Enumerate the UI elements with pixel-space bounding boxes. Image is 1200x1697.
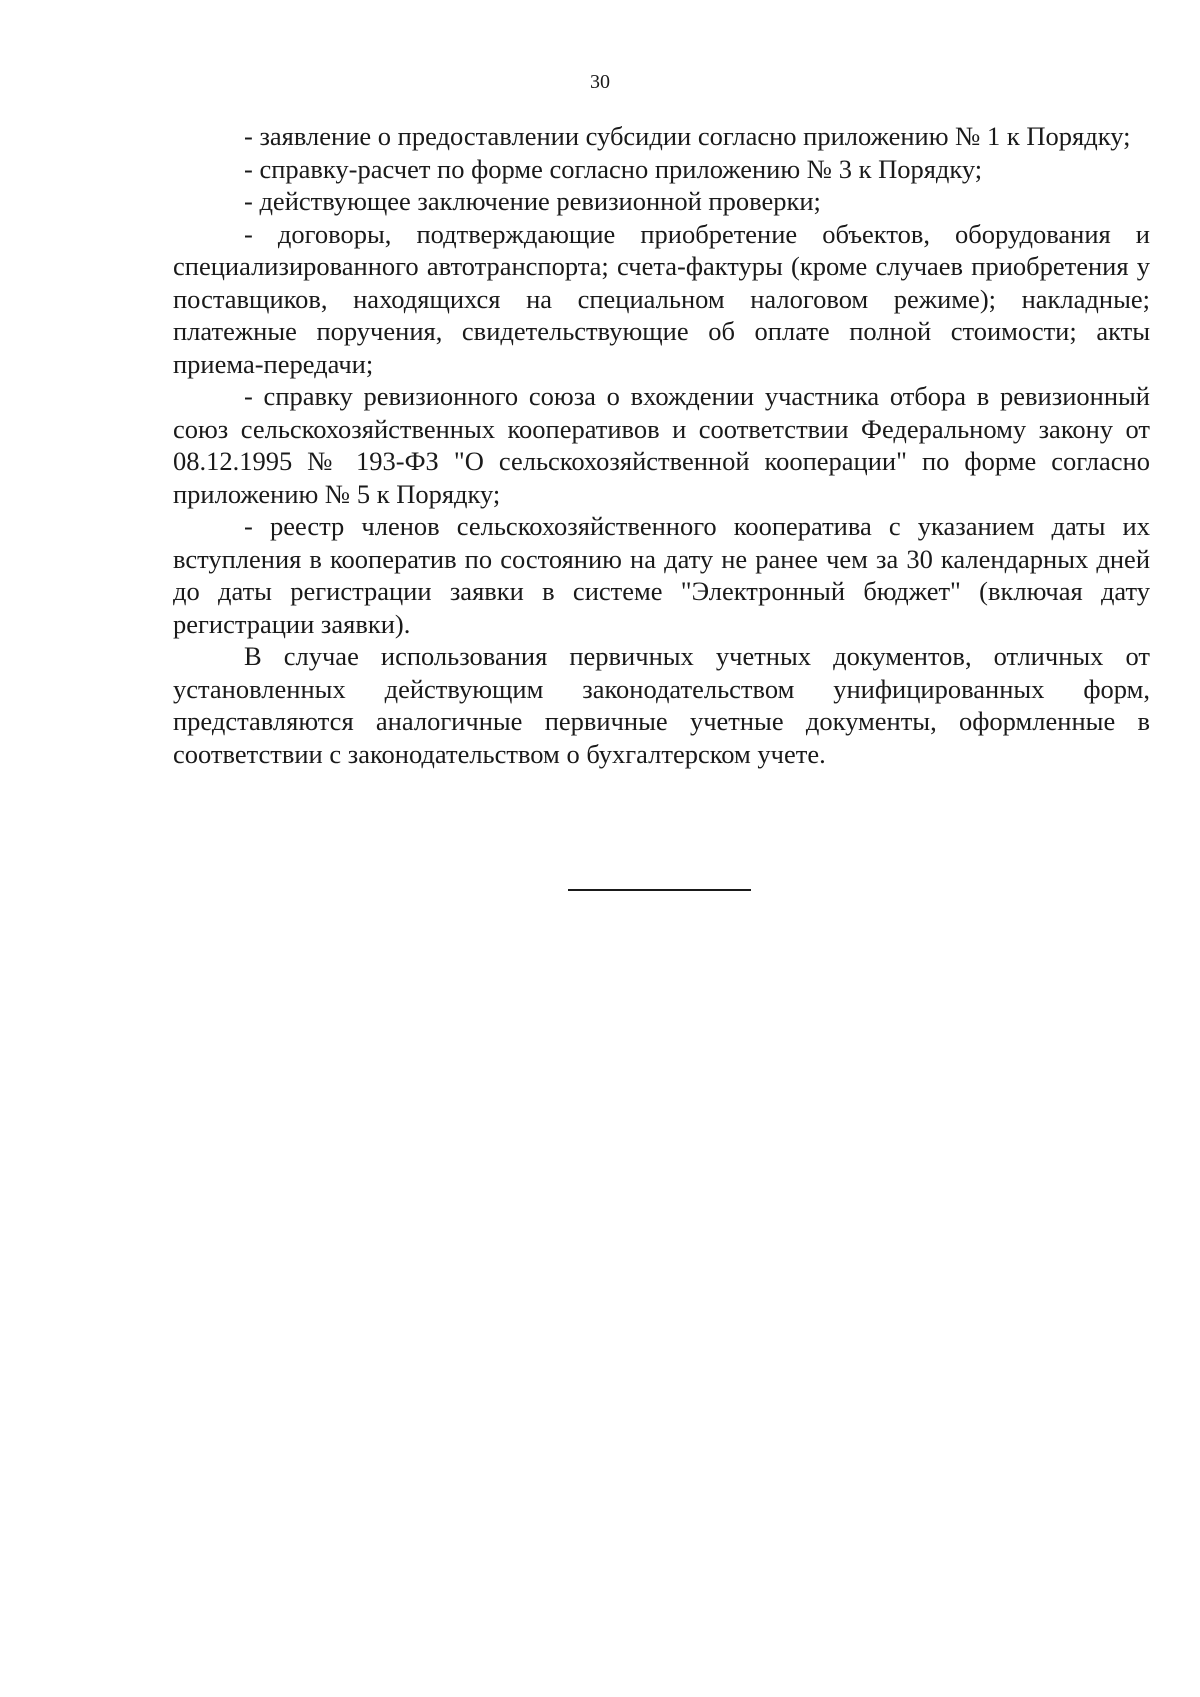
list-item-application: - заявление о предоставлении субсидии согласно приложению № 1 к Порядку; — [244, 121, 1131, 151]
list-item-audit-conclusion: - действующее заключение ревизионной проверки; — [244, 186, 821, 216]
list-item-audit-union-certificate: - справку ревизионного союза о вхождении участника отбора в ревизионный союз сельскохозяйственных кооперативов и соответствии Федеральному закону от 08.12.1995 № 193-ФЗ "О сельскохозяйственной кооперации" по форме согласно приложению № 5 к Порядку; — [173, 381, 1150, 509]
document-body — [173, 120, 1150, 770]
list-item-members-register: - реестр членов сельскохозяйственного кооператива с указанием даты их вступления в кооператив по состоянию на дату не ранее чем за 30 календарных дней до даты регистрации заявки в системе "Электронный бюджет" (включая дату регистрации заявки). — [173, 511, 1150, 639]
list-item-calculation-certificate: - справку-расчет по форме согласно приложению № 3 к Порядку; — [244, 153, 983, 184]
list-item-contracts: - договоры, подтверждающие приобретение объектов, оборудования и специализированного автотранспорта; счета-фактуры (кроме случаев приобретения у поставщиков, находящихся на специальном налоговом режиме); накладные; платежные поручения, свидетельствующие об оплате полной стоимости; акты приема-передачи; — [173, 218, 1150, 379]
paragraph-primary-documents: В случае использования первичных учетных документов, отличных от установленных действующим законодательством унифицированных форм, представляются аналогичные первичные учетные документы, оформленные в соответствии с законодательством о бухгалтерском учете. — [173, 641, 1150, 769]
page-number: 30 — [590, 71, 610, 93]
end-divider-line — [568, 889, 751, 891]
